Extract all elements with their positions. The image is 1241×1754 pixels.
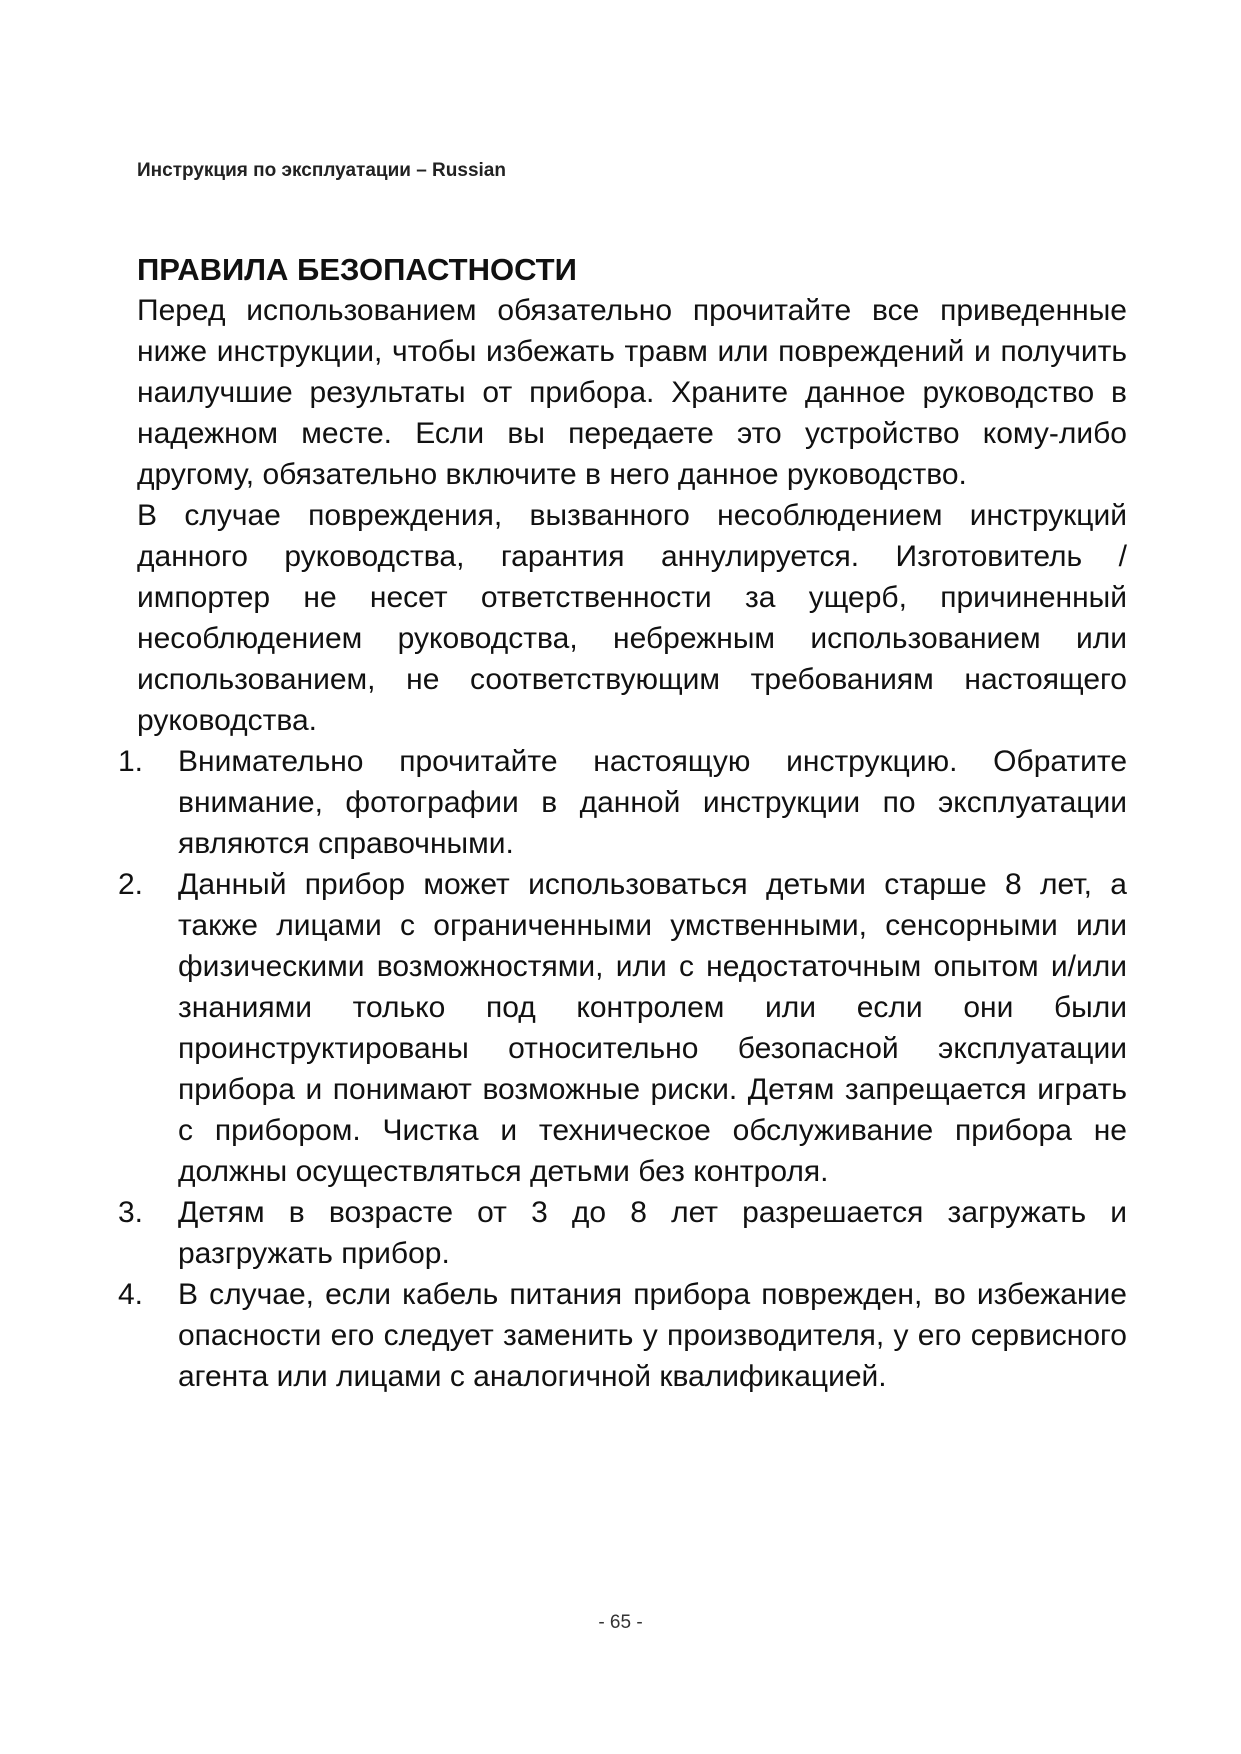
list-item [118,864,1127,1192]
list-item-number: 1. [118,745,144,778]
running-header: Инструкция по эксплуатации – Russian [137,160,506,181]
page-content [118,250,1127,1397]
intro-paragraph: В случае повреждения, вызванного несоблюдением инструкций данного руководства, гарантия аннулируется. Изготовитель / импортер не несет ответственности за ущерб, причиненный несоблюдением руководства, небрежным использованием или использованием, не соответствующим требованиям настоящего руководства. [137,499,1127,737]
list-item-number: 3. [118,1196,144,1229]
intro-text [137,290,1127,741]
intro-paragraph: Перед использованием обязательно прочитайте все приведенные ниже инструкции, чтобы избежать травм или повреждений и получить наилучшие результаты от прибора. Хранит​е данное руководство в надежном месте. Если вы передаете это устройство кому-либо другому, обязательно включите в него данное руководство. [137,294,1127,491]
page-number: - 65 - [598,1612,643,1633]
list-item [118,1192,1127,1274]
list-item [118,741,1127,864]
section-title: ПРАВИЛА БЕЗОПАСТНОСТИ [137,252,577,287]
list-item-text: Детям в возрасте от 3 до 8 лет разрешается загружать и разгружать прибор. [178,1196,1127,1270]
list-item-text: Данный прибор может использоваться детьми старше 8 лет, а также лицами с ограниченными умственными, сенсорными или физическими возможностями, или с недостаточным опытом и/или знаниями только под контролем или если они были проинструктированы относительно безопасной эксплуатации прибора и понимают возможные риски. Детям запрещается играть с прибором. Чистка и техническое обслуживание прибора не должны осуществляться детьми без контроля. [178,868,1127,1188]
list-item-text: Внимательно прочитайте настоящую инструкцию. Обратите внимание, фотографии в данной инструкции по эксплуатации являются справочными. [178,745,1127,860]
list-item-number: 2. [118,868,144,901]
list-item-text: В случае, если кабель питания прибора поврежден, во избежание опасности его следует заменить у производителя, у его сервисного агента или лицами с аналогичной квалификацией. [178,1278,1127,1393]
list-item [118,1274,1127,1397]
safety-rules-list [118,741,1127,1397]
list-item-number: 4. [118,1278,144,1311]
